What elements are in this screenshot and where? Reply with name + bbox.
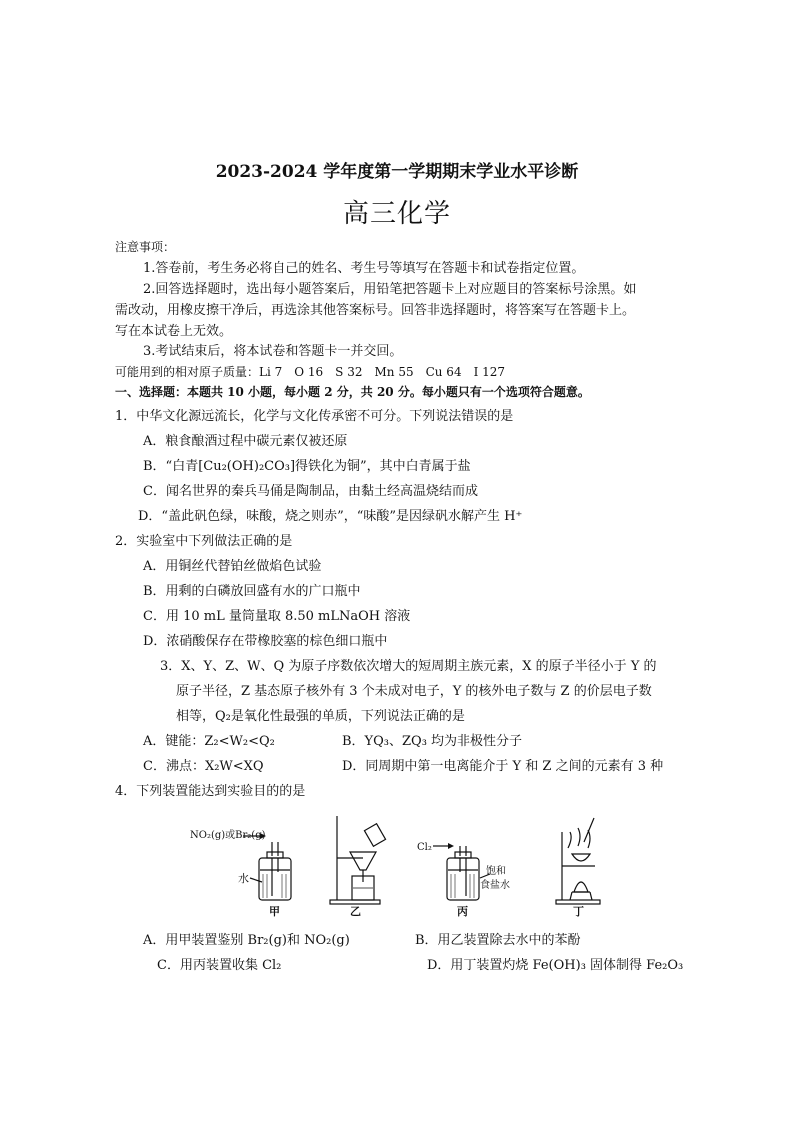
- apparatus-yi-icon: [330, 816, 386, 904]
- notes-item-3: 3.考试结束后，将本试卷和答题卡一并交回。: [143, 344, 403, 359]
- question-3-stem-line-1: 3．X、Y、Z、W、Q 为原子序数依次增大的短周期主族元素，X 的原子半径小于 Y 的: [160, 659, 657, 674]
- question-4-option-a: A．用甲装置鉴别 Br₂(g)和 NO₂(g): [143, 933, 350, 948]
- question-3-stem-line-3: 相等，Q₂是氧化性最强的单质，下列说法正确的是: [176, 709, 465, 724]
- question-1-stem: 1．中华文化源远流长，化学与文化传承密不可分。下列说法错误的是: [115, 409, 514, 424]
- question-3-stem-line-2: 原子半径，Z 基态原子核外有 3 个未成对电子，Y 的核外电子数与 Z 的价层电子数: [176, 684, 652, 699]
- notes-item-2-line-3: 写在本试卷上无效。: [115, 324, 233, 339]
- question-4-stem: 4．下列装置能达到实验目的的是: [115, 784, 306, 799]
- question-3-option-a: A．键能：Z₂<W₂<Q₂: [143, 734, 275, 749]
- question-3-option-b: B．YQ₃、ZQ₃ 均为非极性分子: [342, 734, 523, 749]
- question-3-option-d: D．同周期中第一电离能介于 Y 和 Z 之间的元素有 3 种: [342, 759, 664, 774]
- notes-heading: 注意事项：: [115, 240, 176, 254]
- question-4-option-b: B．用乙装置除去水中的苯酚: [415, 933, 581, 948]
- notes-item-1: 1.答卷前，考生务必将自己的姓名、考生号等填写在答题卡和试卷指定位置。: [143, 261, 585, 276]
- apparatus-jia-icon: [243, 833, 291, 900]
- jia-inlet-label: NO₂(g)或Br₂(g): [190, 830, 266, 841]
- notes-item-2-line-1: 2.回答选择题时，选出每小题答案后，用铅笔把答题卡上对应题目的答案标号涂黑。如: [143, 282, 637, 297]
- bing-label: 丙: [457, 905, 468, 918]
- question-2-option-b: B．用剩的白磷放回盛有水的广口瓶中: [143, 584, 361, 599]
- jia-liquid-label: 水: [238, 872, 249, 885]
- question-1-option-a: A．粮食酿酒过程中碳元素仅被还原: [143, 434, 348, 449]
- atomic-masses: 可能用到的相对原子质量：Li 7 O 16 S 32 Mn 55 Cu 64 I 127: [115, 365, 506, 379]
- bing-liquid-label-1: 饱和: [486, 866, 506, 877]
- question-1-option-c: C．闻名世界的秦兵马俑是陶制品，由黏土经高温烧结而成: [143, 484, 478, 499]
- question-1-option-b: B．“白青[Cu₂(OH)₂CO₃]得铁化为铜”，其中白青属于盐: [143, 459, 471, 474]
- ding-label: 丁: [573, 905, 584, 918]
- question-4-option-c: C．用丙装置收集 Cl₂: [157, 958, 282, 973]
- question-4-option-d: D．用丁装置灼烧 Fe(OH)₃ 固体制得 Fe₂O₃: [427, 958, 684, 973]
- question-3-option-c: C．沸点：X₂W<XQ: [143, 759, 264, 774]
- apparatus-figure: [180, 812, 620, 924]
- question-2-option-d: D．浓硝酸保存在带橡胶塞的棕色细口瓶中: [143, 634, 388, 649]
- question-2-option-a: A．用铜丝代替铂丝做焰色试验: [143, 559, 322, 574]
- apparatus-bing-icon: [433, 843, 490, 900]
- question-2-stem: 2．实验室中下列做法正确的是: [115, 534, 293, 549]
- jia-label: 甲: [269, 905, 280, 918]
- notes-item-2-line-2: 需改动，用橡皮擦干净后，再选涂其他答案标号。回答非选择题时，将答案写在答题卡上。: [115, 303, 636, 318]
- bing-liquid-label-2: 食盐水: [480, 880, 510, 891]
- section-heading: 一、选择题：本题共 10 小题，每小题 2 分，共 20 分。每小题只有一个选项符合题意。: [115, 385, 590, 399]
- yi-label: 乙: [350, 905, 361, 918]
- question-2-option-c: C．用 10 mL 量筒量取 8.50 mLNaOH 溶液: [143, 609, 411, 624]
- exam-subject-title: 高三化学: [342, 199, 451, 229]
- bing-inlet-label: Cl₂: [417, 842, 432, 853]
- question-1-option-d: D．“盖此矾色绿，味酸，烧之则赤”，“味酸”是因绿矾水解产生 H⁺: [138, 509, 523, 524]
- exam-title: 2023-2024 学年度第一学期期末学业水平诊断: [215, 162, 579, 182]
- apparatus-ding-icon: [556, 818, 600, 904]
